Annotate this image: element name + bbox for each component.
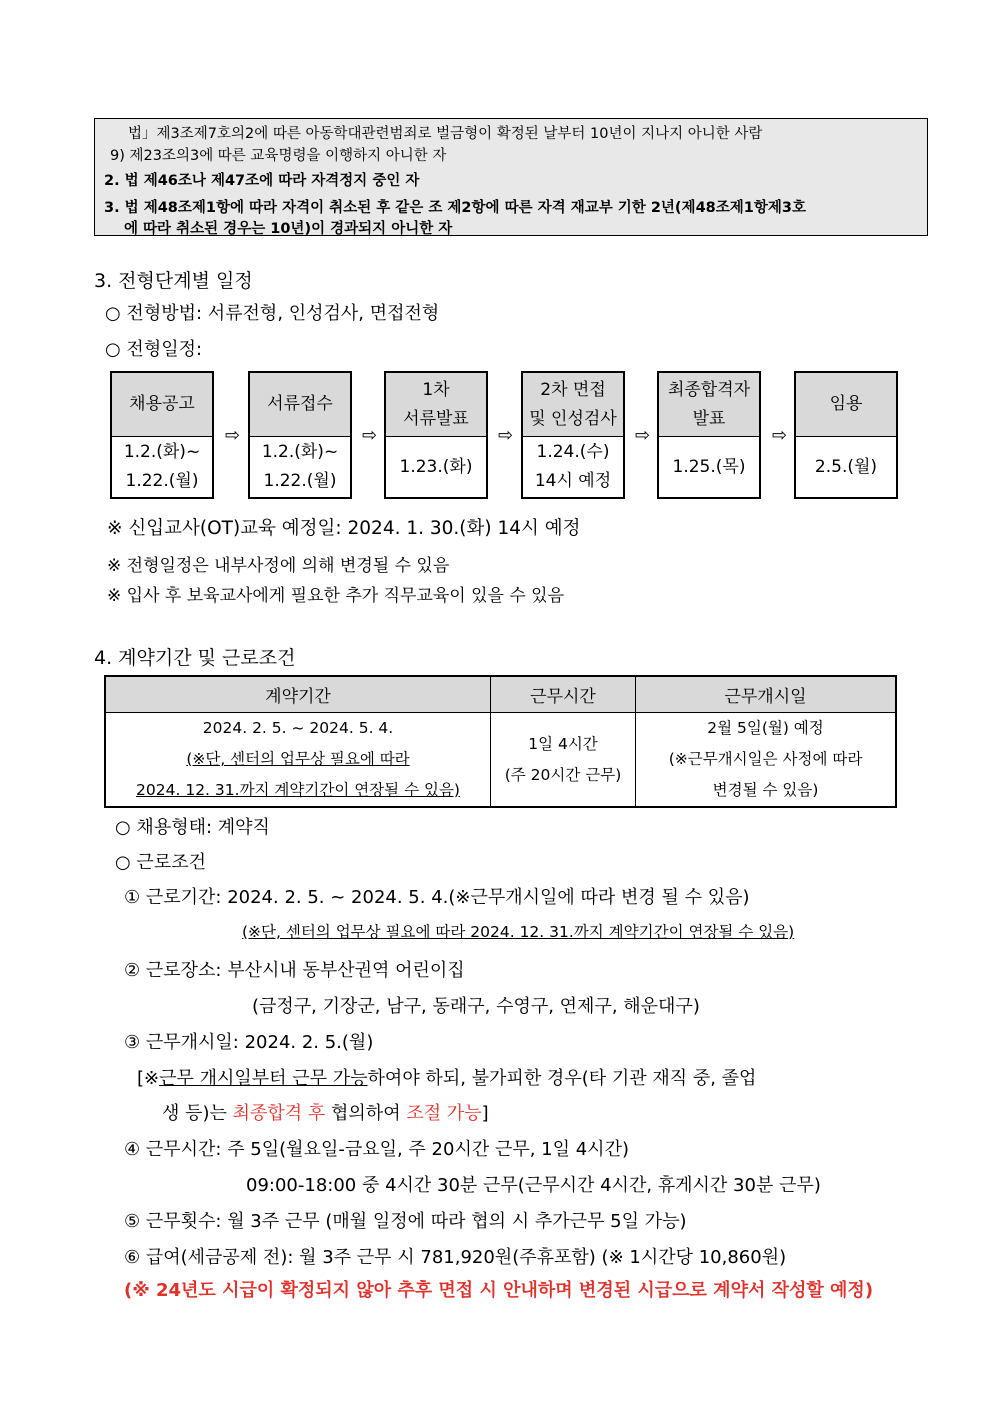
- arrow-right-icon: ⇨: [772, 425, 788, 446]
- arrow-right-icon: ⇨: [498, 425, 514, 446]
- condition-period: ① 근로기간: 2024. 2. 5. ~ 2024. 5. 4.(※근무개시일에 따라 변경 될 수 있음): [124, 887, 750, 908]
- selection-schedule-label: ○ 전형일정:: [105, 339, 203, 360]
- contract-period-cell: [105, 713, 491, 808]
- condition-frequency: ⑤ 근무횟수: 월 3주 근무 (매월 일정에 따라 협의 시 추가근무 5일 가능): [124, 1211, 687, 1232]
- section3-title: 3. 전형단계별 일정: [94, 270, 253, 292]
- condition-period-note: (※단, 센터의 업무상 필요에 따라 2024. 12. 31.까지 계약기간이 연장될 수 있음): [242, 923, 795, 941]
- step-final-announcement: [657, 371, 761, 499]
- table-header: 근무시간: [491, 676, 636, 713]
- note-red-text: 최종합격 후: [232, 1103, 326, 1124]
- arrow-right-icon: ⇨: [635, 425, 651, 446]
- step-date: 1.22.(월): [125, 471, 199, 491]
- cell-line: (※단, 센터의 업무상 필요에 따라: [186, 750, 410, 768]
- condition-hours-detail: 09:00-18:00 중 4시간 30분 근무(근무시간 4시간, 휴게시간 30분 근무): [246, 1175, 821, 1196]
- note-text: [※: [137, 1068, 160, 1089]
- condition-start-date: ③ 근무개시일: 2024. 2. 5.(월): [124, 1032, 374, 1053]
- note-red-text: 조절 가능: [406, 1103, 482, 1124]
- employment-type: ○ 채용형태: 계약직: [115, 817, 270, 838]
- condition-place-districts: (금정구, 기장군, 남구, 동래구, 수영구, 연제구, 해운대구): [252, 996, 700, 1017]
- ot-note: ※ 신입교사(OT)교육 예정일: 2024. 1. 30.(화) 14시 예정: [107, 518, 581, 539]
- conditions-label: ○ 근로조건: [115, 852, 206, 873]
- step-title: 발표: [692, 408, 726, 429]
- step-title: 최종합격자: [667, 379, 751, 400]
- note-emphasis: 근무 개시일부터 근무 가능: [159, 1068, 368, 1089]
- disqualification-line: 에 따라 취소된 경우는 10년)이 경과되지 아니한 자: [124, 221, 453, 237]
- selection-method: ○ 전형방법: 서류전형, 인성검사, 면접전형: [105, 303, 440, 324]
- step-title: 서류접수: [267, 394, 333, 414]
- disqualification-line: 3. 법 제48조제1항에 따라 자격이 취소된 후 같은 조 제2항에 따른 자격 재교부 기한 2년(제48조제1항제3호: [104, 200, 806, 216]
- step-date: 2.5.(월): [814, 456, 878, 477]
- disqualification-line: 9) 제23조의3에 따른 교육명령을 이행하지 아니한 자: [110, 148, 447, 164]
- condition-hours: ④ 근무시간: 주 5일(월요일-금요일, 주 20시간 근무, 1일 4시간): [124, 1139, 629, 1160]
- step-title: 1차: [422, 379, 450, 400]
- start-date-cell: [636, 713, 897, 808]
- cell-line: 2024. 12. 31.까지 계약기간이 연장될 수 있음): [136, 781, 460, 799]
- note-text: 협의하여: [325, 1103, 407, 1124]
- condition-start-note: [137, 1064, 756, 1090]
- step-date: 1.22.(월): [263, 471, 337, 491]
- step-appointment: [794, 371, 898, 499]
- contract-table: [104, 675, 897, 808]
- step-title: 임용: [829, 394, 863, 414]
- cell-line: (※근무개시일은 사정에 따라: [668, 750, 863, 768]
- condition-start-note2: [162, 1099, 489, 1125]
- step-date: 1.25.(목): [672, 456, 746, 477]
- cell-line: 1일 4시간: [528, 734, 598, 753]
- arrow-right-icon: ⇨: [362, 425, 378, 446]
- disqualification-line: 법」제3조제7호의2에 따른 아동학대관련범죄로 벌금형이 확정된 날부터 10년이 지나지 아니한 사람: [128, 126, 763, 142]
- step-date: 14시 예정: [534, 471, 612, 491]
- step-date: 1.2.(화)~: [261, 442, 339, 462]
- step-document-submission: [248, 371, 352, 499]
- step-title: 채용공고: [129, 394, 195, 414]
- schedule-note: ※ 입사 후 보육교사에게 필요한 추가 직무교육이 있을 수 있음: [107, 586, 565, 606]
- table-header: 계약기간: [105, 676, 491, 713]
- note-text: 하여야 하되, 불가피한 경우(타 기관 재직 중, 졸업: [367, 1068, 757, 1089]
- work-hours-cell: [491, 713, 636, 808]
- step-first-announcement: [384, 371, 488, 499]
- table-header: 근무개시일: [636, 676, 897, 713]
- cell-line: 변경될 수 있음): [712, 781, 819, 799]
- step-date: 1.24.(수): [536, 442, 610, 462]
- salary-note: (※ 24년도 시급이 확정되지 않아 추후 면접 시 안내하며 변경된 시급으로 계약서 작성할 예정): [124, 1280, 874, 1301]
- disqualification-line: 2. 법 제46조나 제47조에 따라 자격정지 중인 자: [104, 173, 420, 189]
- step-date: 1.23.(화): [399, 456, 473, 477]
- step-date: 1.2.(화)~: [123, 442, 201, 462]
- arrow-right-icon: ⇨: [225, 425, 241, 446]
- cell-line: 2024. 2. 5. ~ 2024. 5. 4.: [202, 719, 394, 737]
- step-interview: [521, 371, 625, 499]
- cell-line: (주 20시간 근무): [504, 765, 622, 784]
- step-title: 2차 면접: [540, 379, 606, 400]
- cell-line: 2월 5일(월) 예정: [707, 719, 824, 737]
- schedule-note: ※ 전형일정은 내부사정에 의해 변경될 수 있음: [107, 556, 450, 576]
- note-text: ]: [481, 1103, 489, 1124]
- disqualification-box: [94, 118, 928, 236]
- step-title: 및 인성검사: [529, 408, 617, 429]
- condition-salary: ⑥ 급여(세금공제 전): 월 3주 근무 시 781,920원(주휴포함) (※ 1시간당 10,860원): [124, 1247, 787, 1268]
- step-title: 서류발표: [403, 408, 469, 429]
- section4-title: 4. 계약기간 및 근로조건: [94, 647, 296, 669]
- note-text: 생 등)는: [162, 1103, 233, 1124]
- condition-place: ② 근로장소: 부산시내 동부산권역 어린이집: [124, 960, 465, 981]
- step-recruitment-notice: [110, 371, 214, 499]
